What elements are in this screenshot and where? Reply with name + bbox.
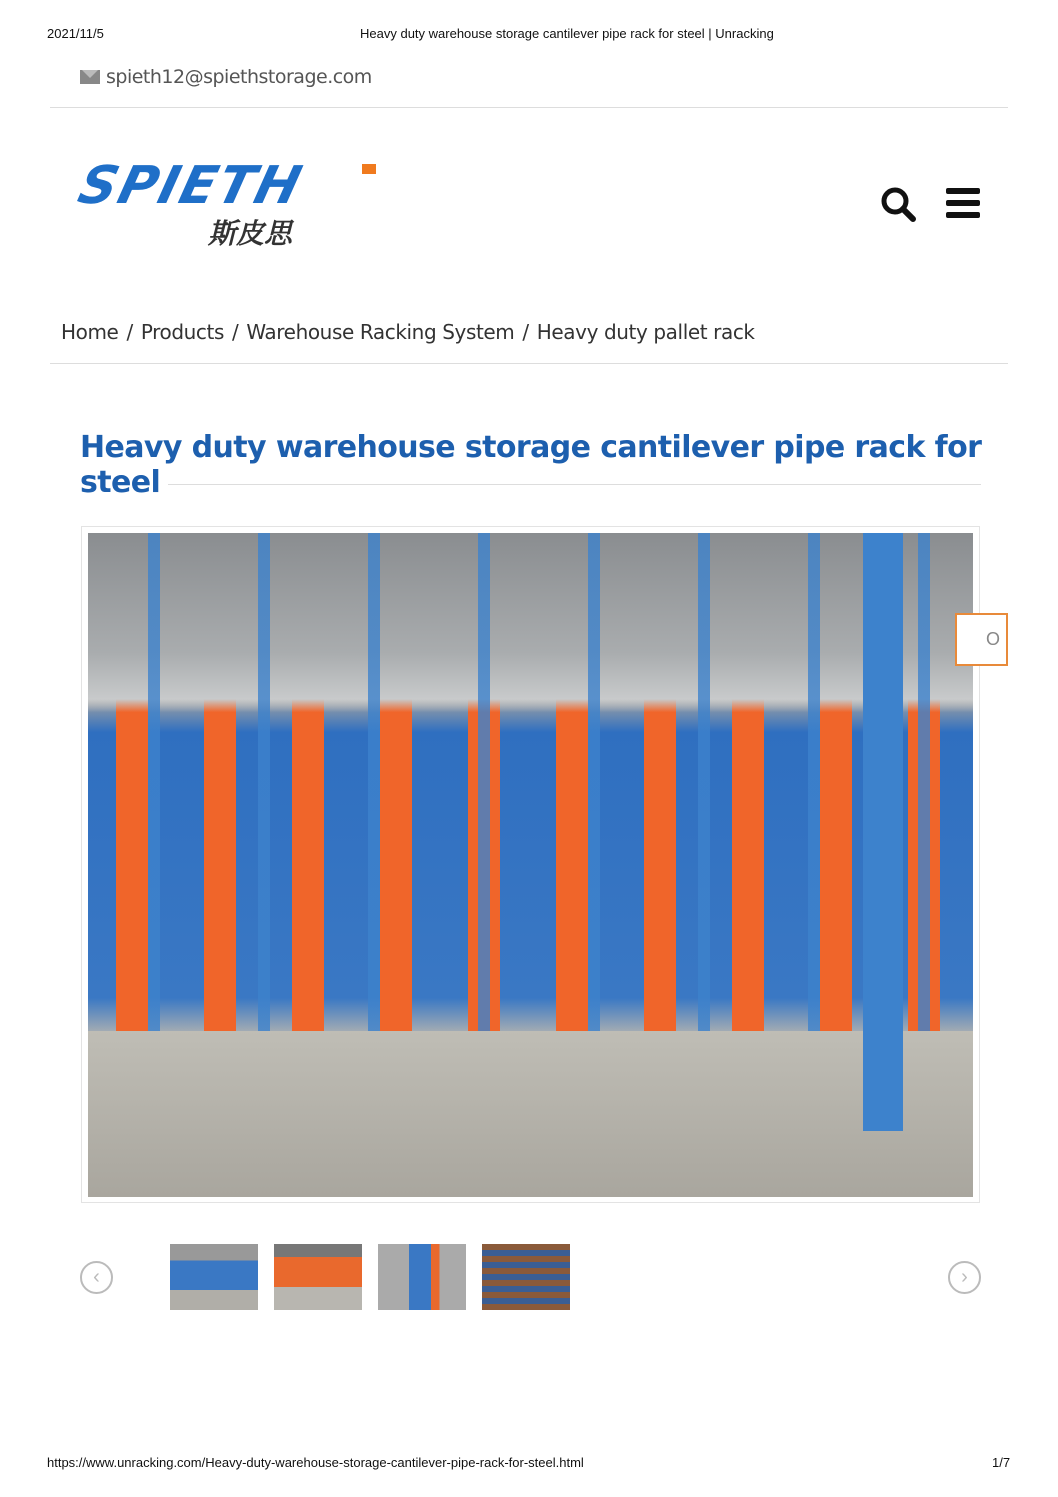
next-arrow-icon[interactable]: ›: [948, 1261, 981, 1294]
zoom-button[interactable]: [955, 613, 1008, 666]
thumbnail-4[interactable]: [482, 1244, 570, 1310]
thumbnail-3[interactable]: [378, 1244, 466, 1310]
title-underline: [168, 484, 981, 485]
breadcrumb-separator: /: [522, 320, 529, 344]
email-link[interactable]: [80, 66, 372, 88]
logo[interactable]: [72, 156, 380, 250]
prev-arrow-icon[interactable]: ‹: [80, 1261, 113, 1294]
print-url: https://www.unracking.com/Heavy-duty-warehouse-storage-cantilever-pipe-rack-for-steel.html: [47, 1455, 584, 1470]
breadcrumb-separator: /: [126, 320, 133, 344]
print-page-title: Heavy duty warehouse storage cantilever pipe rack for steel | Unracking: [360, 26, 774, 41]
main-product-image[interactable]: [88, 533, 973, 1197]
breadcrumb-home[interactable]: Home: [61, 320, 119, 344]
breadcrumb-warehouse-racking[interactable]: Warehouse Racking System: [246, 320, 515, 344]
hamburger-icon[interactable]: [946, 188, 980, 218]
page-title: Heavy duty warehouse storage cantilever pipe rack for steel: [80, 430, 982, 500]
search-icon[interactable]: [880, 186, 916, 222]
email-text: spieth12@spiethstorage.com: [106, 66, 372, 88]
envelope-icon: [80, 70, 100, 84]
logo-chinese: 斯皮思: [208, 218, 293, 249]
breadcrumb-separator: /: [231, 320, 239, 344]
breadcrumb-products[interactable]: Products: [140, 320, 224, 344]
divider: [50, 363, 1008, 364]
breadcrumb: [61, 320, 755, 344]
print-date: 2021/11/5: [47, 26, 104, 41]
logo-accent: [362, 164, 376, 174]
print-page-number: 1/7: [992, 1455, 1011, 1470]
thumbnail-1[interactable]: [170, 1244, 258, 1310]
breadcrumb-heavy-duty[interactable]: Heavy duty pallet rack: [536, 320, 755, 344]
logo-wordmark: SPIETH: [72, 156, 309, 216]
divider: [50, 107, 1008, 108]
thumbnail-2[interactable]: [274, 1244, 362, 1310]
zoom-icon: O: [985, 629, 1000, 649]
